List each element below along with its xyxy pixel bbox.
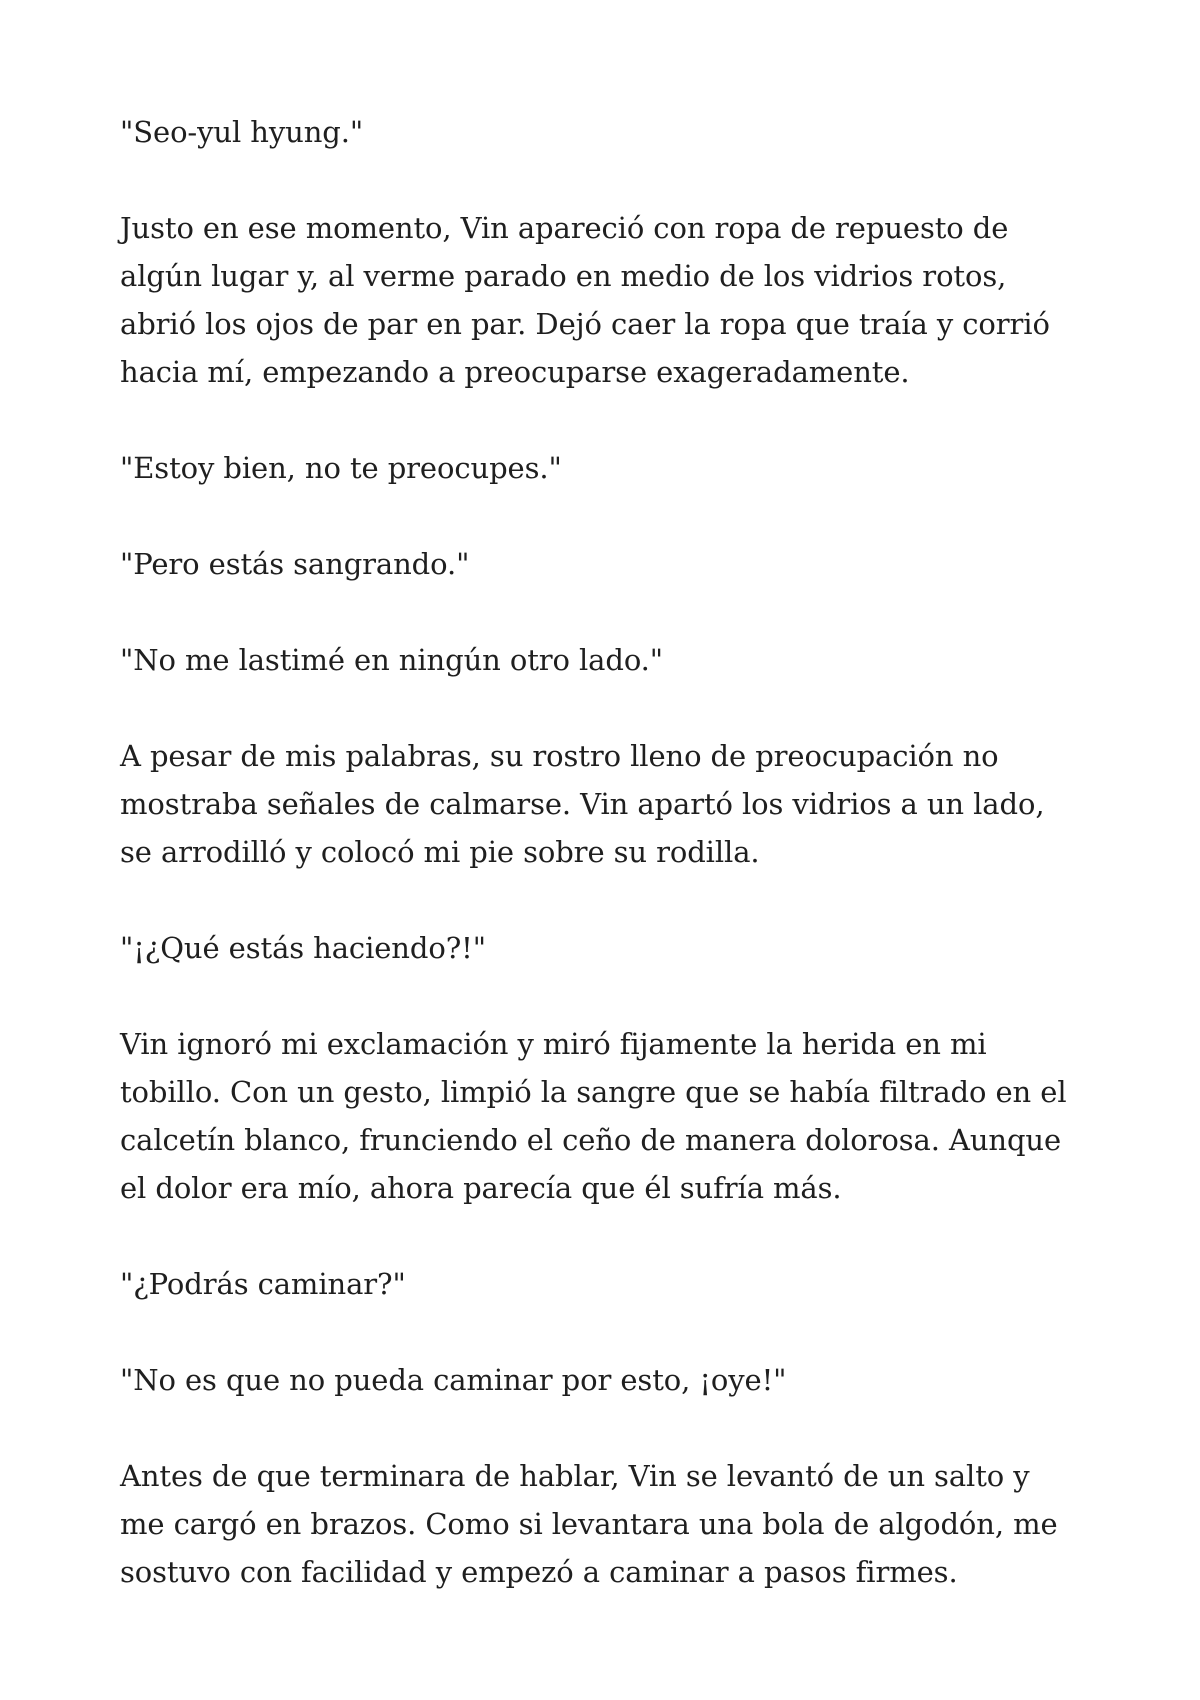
narrative-paragraph: Justo en ese momento, Vin apareció con ropa de repuesto de algún lugar y, al verme parado en medio de los vidrios rotos, abrió los ojos de par en par. Dejó caer la ropa que traía y corrió hacia mí, empezando a preocuparse exageradamente. — [120, 211, 1050, 389]
dialogue-line: "¡¿Qué estás haciendo?!" — [120, 931, 486, 965]
dialogue-line: "Seo-yul hyung." — [120, 115, 364, 149]
narrative-paragraph: A pesar de mis palabras, su rostro lleno de preocupación no mostraba señales de calmarse. Vin apartó los vidrios a un lado, se arrodilló y colocó mi pie sobre su rodilla. — [120, 739, 1045, 869]
dialogue-line: "Estoy bien, no te preocupes." — [120, 451, 562, 485]
dialogue-line: "Pero estás sangrando." — [120, 547, 470, 581]
narrative-paragraph: Vin ignoró mi exclamación y miró fijamente la herida en mi tobillo. Con un gesto, limpió la sangre que se había filtrado en el calcetín blanco, frunciendo el ceño de manera dolorosa. Aunque el dolor era mío, ahora parecía que él sufría más. — [120, 1027, 1067, 1205]
dialogue-line: "No me lastimé en ningún otro lado." — [120, 643, 664, 677]
dialogue-line: "¿Podrás caminar?" — [120, 1267, 406, 1301]
dialogue-line: "No es que no pueda caminar por esto, ¡oye!" — [120, 1363, 787, 1397]
narrative-paragraph: Antes de que terminara de hablar, Vin se levantó de un salto y me cargó en brazos. Como si levantara una bola de algodón, me sostuvo con facilidad y empezó a caminar a pasos firmes. — [120, 1459, 1058, 1589]
document-body — [120, 108, 1080, 1596]
